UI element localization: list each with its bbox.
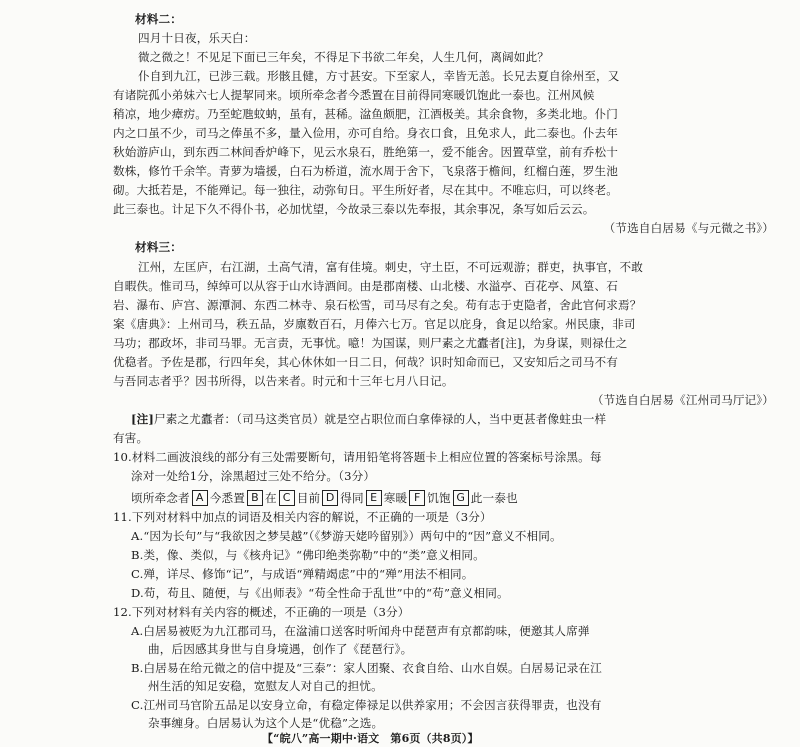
sentence-segment: 饥饱 [427, 491, 451, 505]
sentence-segment: 目前 [296, 491, 321, 505]
question-10-stem-2: 涂对一处给1分，涂黑超过三处不给分。（3分） [131, 469, 376, 483]
material2-line: 仆自到九江，已涉三载。形骸且健，方寸甚安。下至家人，幸皆无恙。长兄去夏自徐州至，又 [138, 69, 620, 83]
material3-source: （节选自白居易《江州司马厅记》） [591, 393, 774, 407]
answer-box[interactable]: E [366, 490, 382, 506]
question-11-option-d[interactable]: D.苟，苟且、随便，与《出师表》“苟全性命于乱世”中的“苟”意义相同。 [131, 586, 509, 600]
answer-box[interactable]: A [192, 490, 208, 506]
material3-line: 马功；郡政坏，非司马罪。无言责，无事忧。噫！为国谋，则尸素之尤蠹者[注]，为身谋，则禄仕之 [113, 336, 628, 350]
material2-title: 材料二： [135, 12, 182, 26]
page-footer: 【“皖八”高一期中·语文 第6页（共8页）】 [262, 732, 479, 745]
note-line [131, 412, 606, 426]
question-12-option-c-cont: 杂事缠身。白居易认为这个人是“优稳”之选。 [148, 716, 384, 730]
material2-line: 砌。大抵若是，不能殚记。每一独往，动弥旬日。平生所好者，尽在其中。不唯忘归，可以终老。 [113, 183, 618, 197]
sentence-segment: 此一泰也 [470, 491, 518, 505]
sentence-segment: 得同 [340, 491, 364, 505]
material2-source: （节选自白居易《与元微之书》） [603, 221, 774, 235]
sentence-segment: 今悉置 [209, 491, 245, 505]
question-10-sentence [131, 490, 518, 506]
answer-box[interactable]: B [247, 490, 263, 506]
material3-line: 自暇佚。惟司马，绰绰可以从容于山水诗酒间。由是郡南楼、山北楼、水溢亭、百花亭、风篁、石 [113, 279, 618, 293]
material2-line: 微之微之！不见足下面已三年矣，不得足下书欲二年矣，人生几何，离阔如此？ [138, 50, 550, 64]
answer-box[interactable]: D [322, 490, 338, 506]
note-label: [注] [131, 412, 155, 426]
answer-box[interactable]: F [409, 490, 425, 506]
sentence-segment: 寒暖 [383, 491, 408, 505]
question-10-stem: 10.材料二画波浪线的部分有三处需要断句，请用铅笔将答题卡上相应位置的答案标号涂黑。每 [113, 450, 602, 464]
sentence-segment: 顷所牵念者 [131, 491, 190, 505]
answer-box[interactable]: C [279, 490, 295, 506]
question-11-option-a[interactable]: A.“因为长句”与“我欲因之梦吴越”（《梦游天姥吟留别》）两句中的“因”意义不相同。 [131, 529, 562, 543]
material2-line: 此三泰也。计足下久不得仆书，必加忧望，今故录三泰以先奉报，其余事况，条写如后云云。 [113, 202, 595, 216]
material2-line: 数株，修竹千余竿。青萝为墙援，白石为桥道，流水周于舍下，飞泉落于檐间，红榴白莲，罗生池 [113, 164, 618, 178]
question-12-stem: 12.下列对材料有关内容的概述，不正确的一项是（3分） [113, 605, 410, 619]
note-line-2: 有害。 [113, 431, 149, 445]
question-11-option-c[interactable]: C.殚，详尽、修饰“记”，与成语“殚精竭虑”中的“殚”用法不相同。 [131, 567, 474, 581]
material2-line: 四月十日夜，乐天白： [138, 31, 256, 45]
material2-line: 内之口虽不少，司马之俸虽不多，量入俭用，亦可自给。身衣口食，且免求人，此二泰也。仆去年 [113, 126, 618, 140]
material3-title: 材料三： [135, 240, 182, 254]
material2-line: 秋始游庐山，到东西二林间香炉峰下，见云水泉石，胜绝第一，爱不能舍。因置草堂，前有乔松十 [113, 145, 618, 159]
question-11-stem: 11.下列对材料中加点的词语及相关内容的解说，不正确的一项是（3分） [113, 510, 492, 524]
material3-line: 江州，左匡庐，右江湖，土高气清，富有佳境。刺史，守土臣，不可远观游；群吏，执事官，不敢 [138, 260, 643, 274]
answer-box[interactable]: G [453, 490, 469, 506]
sentence-segment: 在 [264, 491, 277, 505]
question-12-option-b-cont: 州生活的知足安稳，宽慰友人对自己的担忧。 [148, 679, 383, 693]
material2-line: 有诸院孤小弟妹六七人提挈同来。顷所牵念者今悉置在目前得同寒暖饥饱此一泰也。江州风候 [113, 88, 595, 102]
question-12-option-b[interactable]: B.白居易在给元微之的信中提及“三泰”：家人团聚、衣食自给、山水自娱。白居易记录在江 [131, 661, 602, 675]
question-12-option-c[interactable]: C.江州司马官阶五品足以安身立命，有稳定俸禄足以供养家用；不会因言获得罪责，也没有 [131, 698, 602, 712]
note-text: 尸素之尤蠹者：（司马这类官员）就是空占职位而白拿俸禄的人，当中更甚者像蛀虫一样 [154, 412, 607, 426]
question-12-option-a[interactable]: A.白居易被贬为九江郡司马，在湓浦口送客时听闻舟中琵琶声有京都韵味，便邀其人席弹 [131, 624, 590, 638]
question-12-option-a-cont: 曲，后因感其身世与自身境遇，创作了《琵琶行》。 [148, 642, 413, 656]
material2-line: 稍凉，地少瘴疠。乃至蛇虺蚊蚋，虽有，甚稀。湓鱼颇肥，江酒极美。其余食物，多类北地。仆门 [113, 107, 618, 121]
material3-line: 岩、瀑布、庐宫、源潭洞、东西二林寺、泉石松雪，司马尽有之矣。苟有志于吏隐者，舍此官何求焉？ [113, 298, 642, 312]
material3-line: 案《唐典》：上州司马，秩五品，岁廪数百石，月俸六七万。官足以庇身，食足以给家。州民康，非司 [113, 317, 636, 331]
material3-line: 优稳者。予佐是郡，行四年矣，其心休休如一日二日，何哉？识时知命而已，又安知后之司马不有 [113, 355, 618, 369]
material3-line: 与吾同志者乎？因书所得，以告来者。时元和十三年七月八日记。 [113, 374, 454, 388]
question-11-option-b[interactable]: B.类，像、类似，与《核舟记》“佛印绝类弥勒”中的“类”意义相同。 [131, 548, 485, 562]
